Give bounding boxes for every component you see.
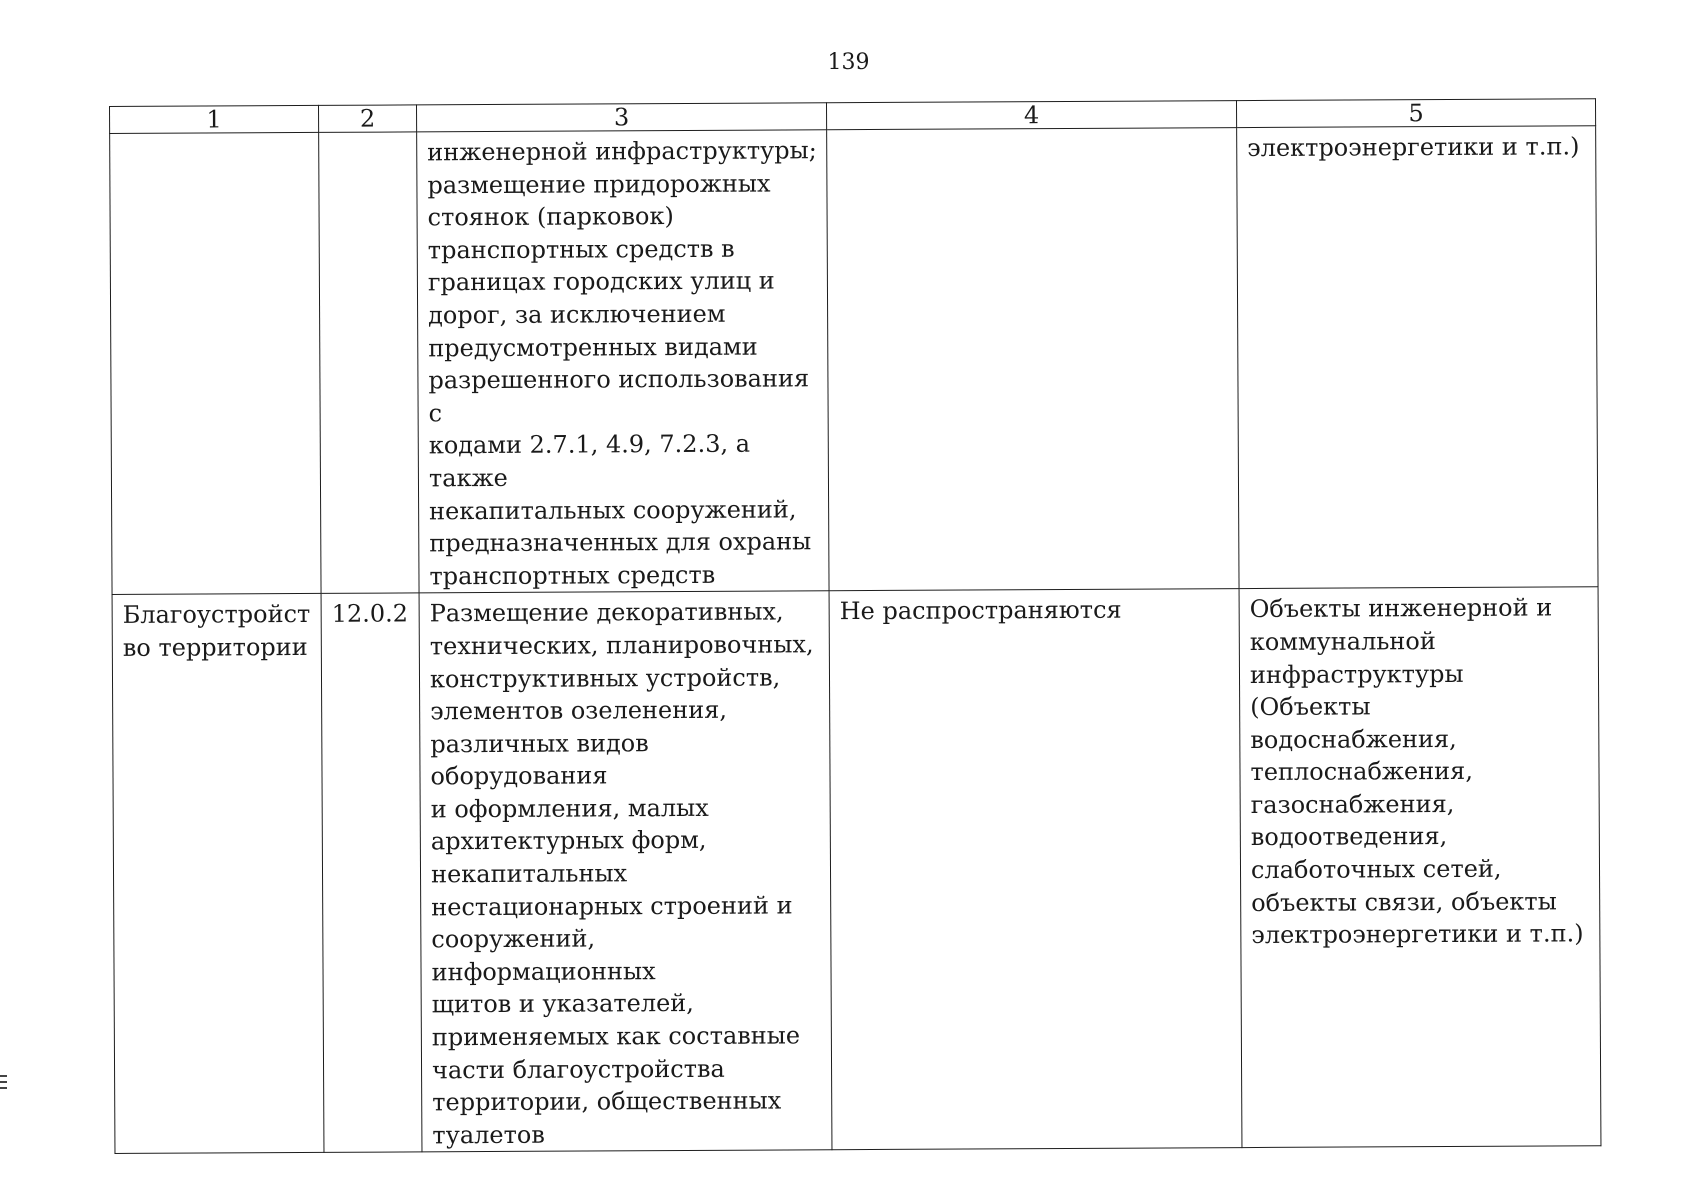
use-name-cell: [110, 132, 321, 594]
margin-mark: [0, 1087, 7, 1089]
use-name-cell: Благоустройст во территории: [112, 594, 324, 1154]
margin-mark: [0, 1081, 7, 1083]
column-header-4: 4: [826, 101, 1236, 130]
use-code-cell: [319, 132, 419, 594]
use-description-cell: инженерной инфраструктуры; размещение придорожных стоянок (парковок) транспортных средств в границах городских улиц и дорог, за исключением предусмотренных видами разрешенного использования с кодами 2.7.1, 4.9, 7.2.3, а также некапитальных сооружений, предназначенных для охраны транспортных средств: [417, 130, 829, 593]
parameters-cell: [827, 128, 1239, 591]
use-code-cell: 12.0.2: [321, 593, 422, 1153]
column-header-2: 2: [318, 105, 416, 133]
table-row: [110, 126, 1598, 595]
page-number: 139: [827, 50, 870, 75]
permitted-objects-cell: электроэнергетики и т.п.): [1237, 126, 1598, 589]
land-use-table: [109, 98, 1601, 1154]
parameters-cell: Не распространяются: [829, 589, 1242, 1150]
column-header-3: 3: [416, 103, 826, 132]
margin-mark: [0, 1075, 7, 1077]
permitted-objects-cell: Объекты инженерной и коммунальной инфраструктуры (Объекты водоснабжения, теплоснабжения, газоснабжения, водоотведения, слаботочных сетей, объекты связи, объекты электроэнергетики и т.п.): [1239, 587, 1601, 1148]
table-row: [112, 587, 1601, 1154]
column-header-1: 1: [110, 105, 319, 133]
use-description-cell: Размещение декоративных, технических, планировочных, конструктивных устройств, элементов озеленения, различных видов оборудования и оформления, малых архитектурных форм, некапитальных нестационарных строений и сооружений, информационных щитов и указателей, применяемых как составные части благоустройства территории, общественных туалетов: [419, 591, 832, 1152]
column-header-5: 5: [1236, 99, 1595, 128]
